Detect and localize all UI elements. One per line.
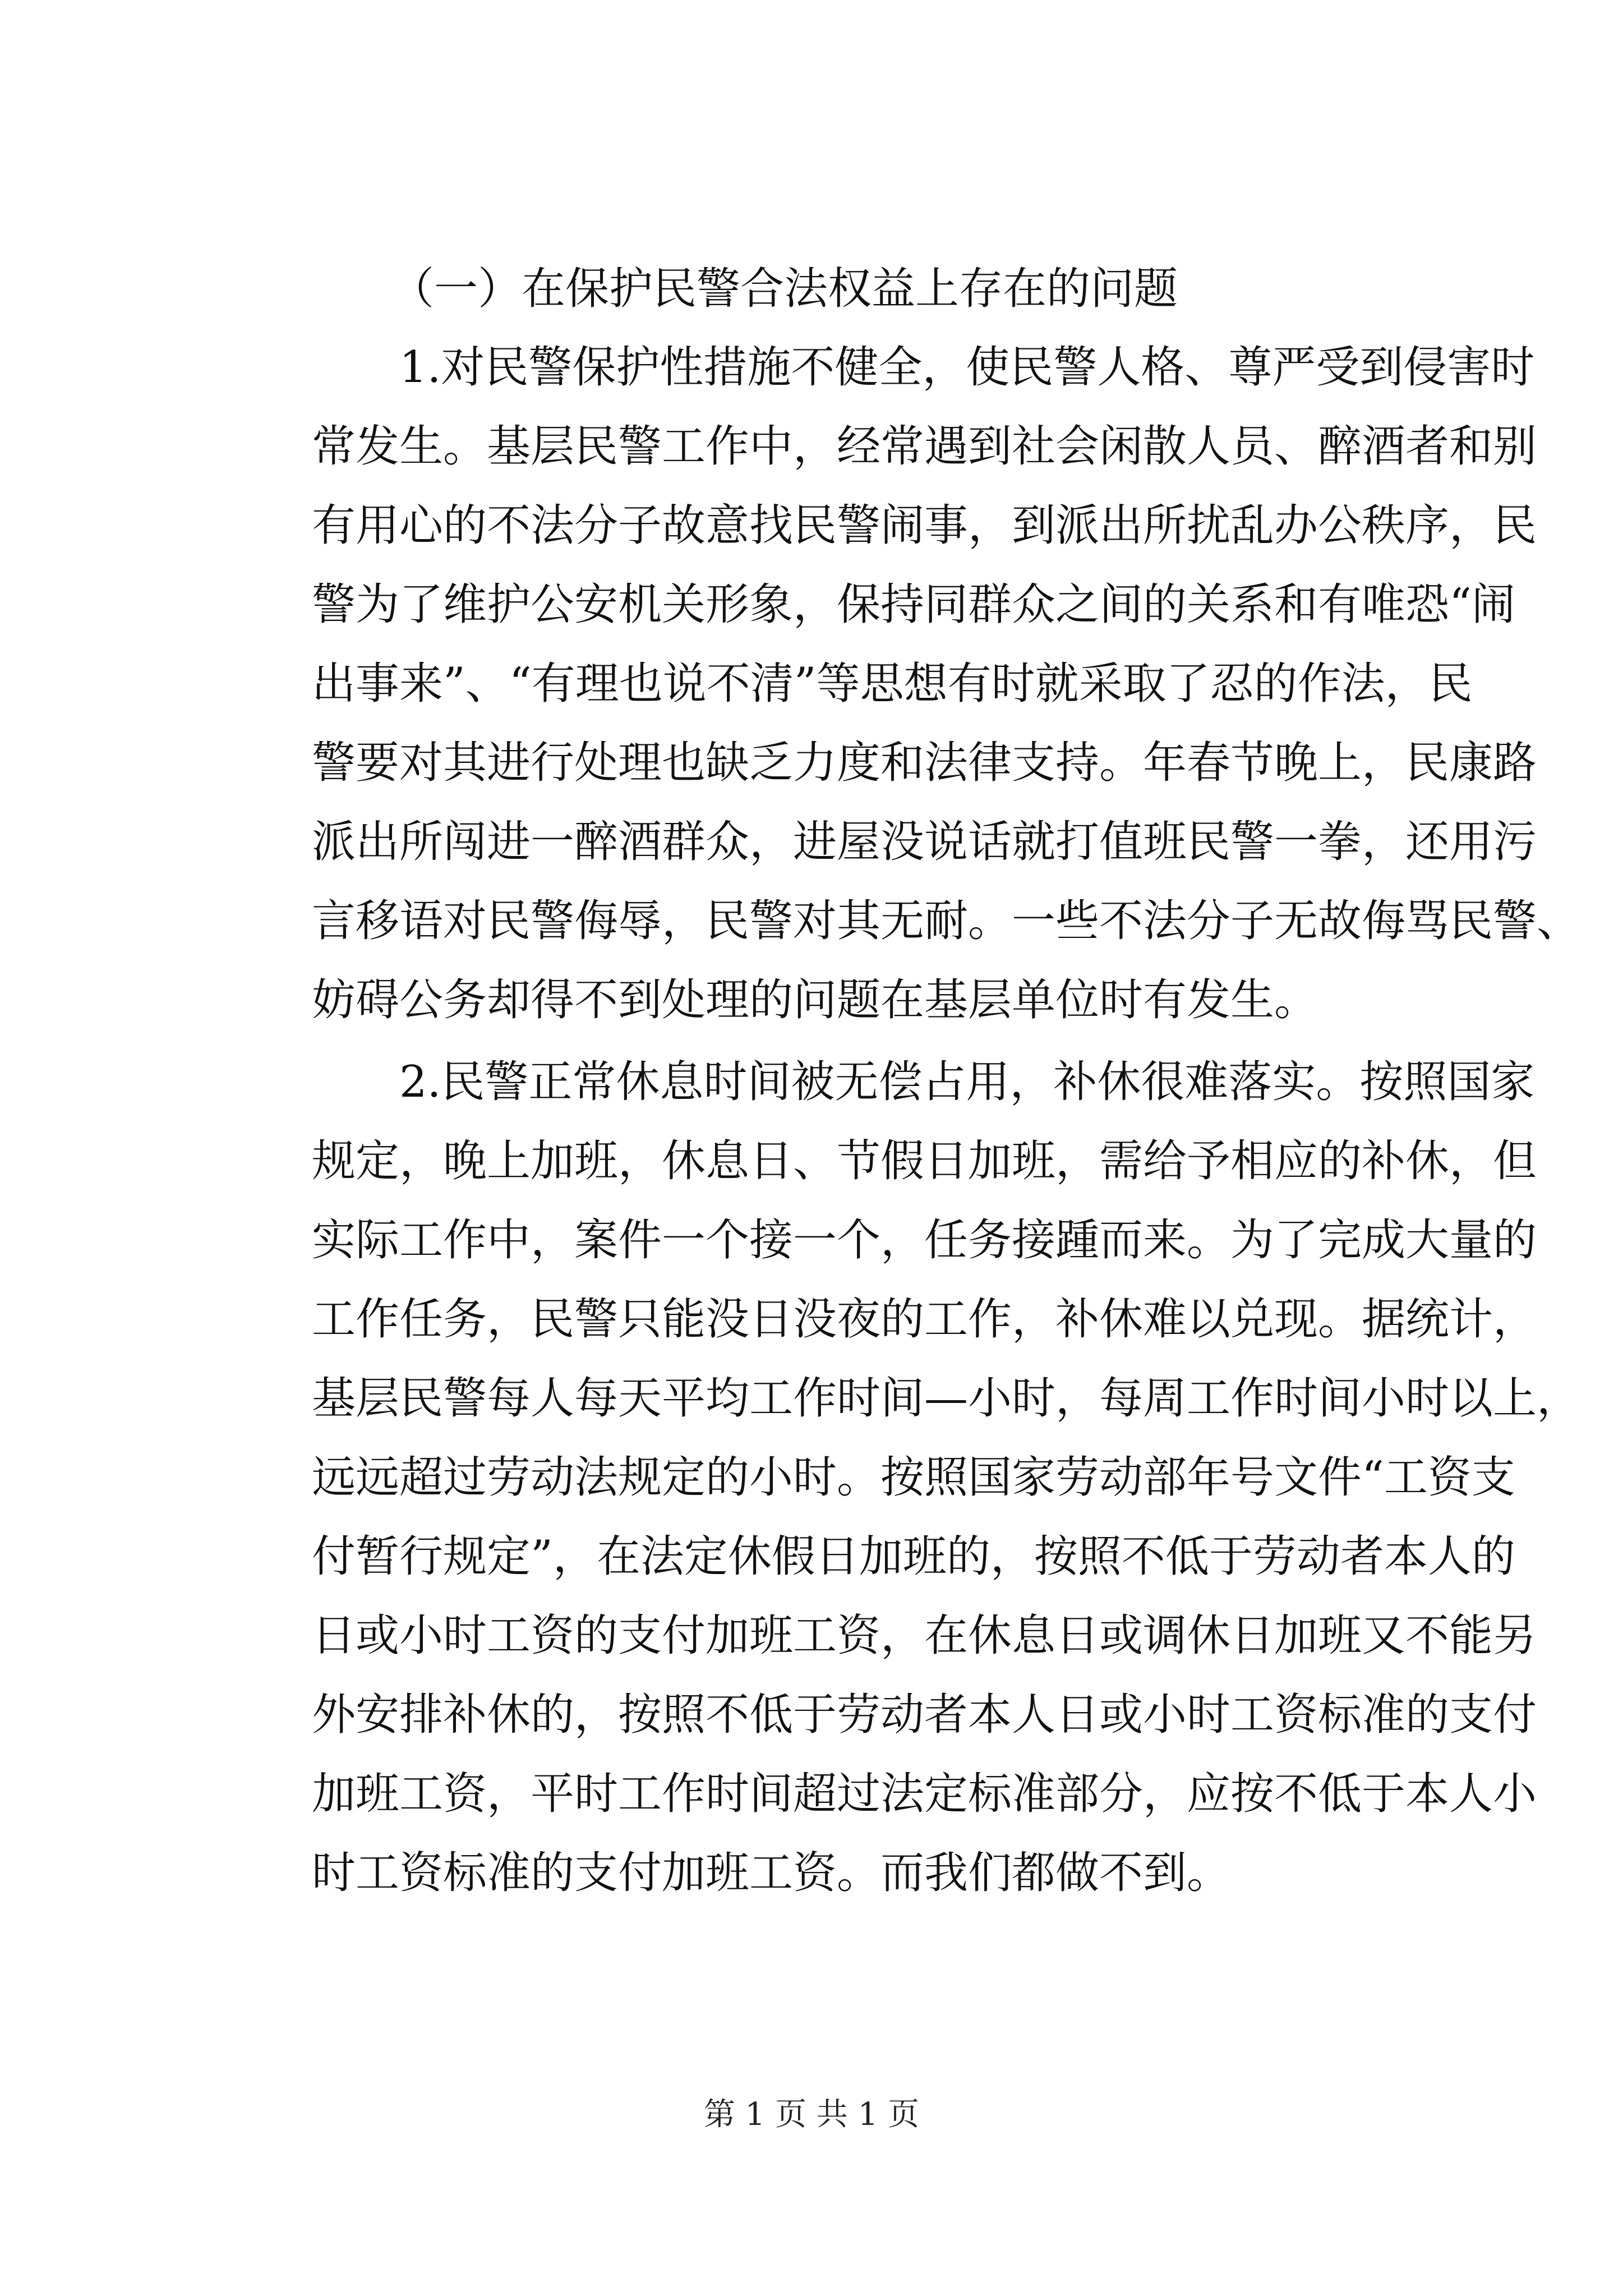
paragraph-1-line: 妨碍公务却得不到处理的问题在基层单位时有发生。 [312,975,1318,1025]
document-body [312,247,1581,1913]
paragraph-2 [312,1043,1581,1913]
page-footer: 第 1 页 共 1 页 [703,2096,920,2133]
paragraph-2-line: 远远超过劳动法规定的小时。按照国家劳动部年号文件“工资支 [312,1452,1515,1503]
paragraph-2-line: 时工资标准的支付加班工资。而我们都做不到。 [312,1848,1231,1898]
paragraph-1-line: 警为了维护公安机关形象，保持同群众之间的关系和有唯恐“闹 [312,579,1515,630]
paragraph-2-line: 外安排补休的，按照不低于劳动者本人日或小时工资标准的支付 [312,1690,1537,1740]
paragraph-1-line: 1.对民警保护性措施不健全，使民警人格、尊严受到侵害时 [399,342,1535,393]
paragraph-1-line: 警要对其进行处理也缺乏力度和法律支持。年春节晚上，民康路 [312,738,1537,788]
paragraph-2-line: 日或小时工资的支付加班工资，在休息日或调休日加班又不能另 [312,1611,1537,1661]
section-heading: （一）在保护民警合法权益上存在的问题 [390,264,1178,314]
paragraph-1-line: 出事来”、“有理也说不清”等思想有时就采取了忍的作法，民 [312,659,1473,709]
paragraph-1-line: 言移语对民警侮辱，民警对其无耐。一些不法分子无故侮骂民警、 [312,896,1581,946]
paragraph-1-line: 常发生。基层民警工作中，经常遇到社会闲散人员、醉酒者和别 [312,421,1537,472]
paragraph-1 [312,328,1581,1040]
paragraph-1-line: 派出所闯进一醉酒群众，进屋没说话就打值班民警一拳，还用污 [312,817,1537,867]
paragraph-2-line: 规定，晚上加班，休息日、节假日加班，需给予相应的补休，但 [312,1136,1537,1186]
paragraph-2-line: 实际工作中，案件一个接一个，任务接踵而来。为了完成大量的 [312,1215,1537,1266]
paragraph-2-line: 2.民警正常休息时间被无偿占用，补休很难落实。按照国家 [399,1057,1535,1107]
paragraph-1-line: 有用心的不法分子故意找民警闹事，到派出所扰乱办公秩序，民 [312,500,1537,551]
paragraph-2-line: 基层民警每人每天平均工作时间—小时，每周工作时间小时以上， [312,1373,1581,1424]
paragraph-2-line: 付暂行规定”，在法定休假日加班的，按照不低于劳动者本人的 [312,1531,1515,1582]
paragraph-2-line: 工作任务，民警只能没日没夜的工作，补休难以兑现。据统计， [312,1294,1537,1345]
paragraph-2-line: 加班工资，平时工作时间超过法定标准部分，应按不低于本人小 [312,1769,1537,1819]
